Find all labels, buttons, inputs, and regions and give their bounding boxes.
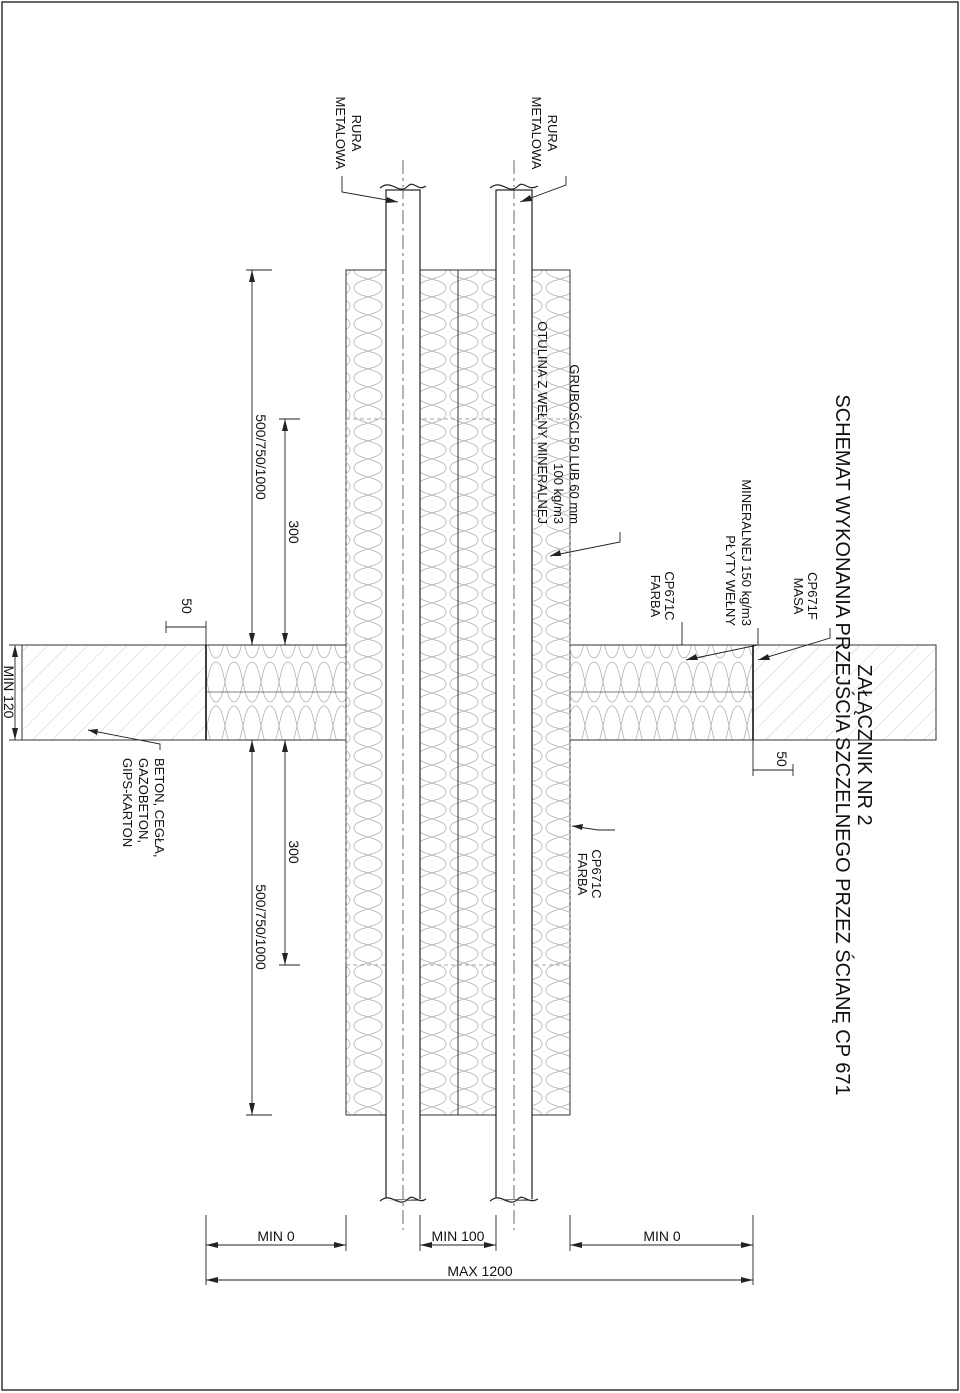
dim-board-right-text: 50 — [774, 751, 790, 767]
label-pipe-right — [529, 97, 560, 170]
boards-label-2: MINERALNEJ 150 kg/m3 — [739, 479, 754, 626]
dim-gap-middle-text: MIN 100 — [431, 1228, 485, 1244]
paint-bottom-label-2: CP671C — [589, 849, 604, 899]
paint-bottom-label-1: FARBA — [575, 852, 590, 896]
paint-top-label-2: CP671C — [662, 571, 677, 621]
pipe-left-label-1: RURA — [349, 114, 364, 152]
lagging-left-outer — [346, 270, 386, 1115]
dim-len-bottom — [253, 884, 269, 970]
mastic-label-2: CP671F — [805, 572, 820, 620]
dim-wall-thickness-text: MIN 120 — [1, 665, 17, 719]
label-paint-top — [648, 571, 677, 620]
dim-wall-thickness — [1, 666, 17, 719]
title-line-1: ZAŁĄCZNIK NR 2 — [853, 664, 875, 826]
dim-len-top — [253, 414, 269, 500]
pipe-right-label-2: METALOWA — [529, 96, 544, 170]
dim-board-right — [774, 751, 790, 767]
label-paint-bottom — [575, 849, 604, 898]
lagging-label-2: 100 kg/m3 — [551, 463, 566, 524]
mastic-label-1: MASA — [791, 577, 806, 615]
dim-len-bottom-text: 500/750/1000 — [253, 884, 269, 970]
dim-paint-bottom-text: 300 — [286, 840, 302, 864]
pipe-right-label-1: RURA — [545, 114, 560, 152]
dim-paint-top — [286, 520, 302, 544]
dim-gap-right-text: MIN 0 — [643, 1228, 681, 1244]
dim-len-top-text: 500/750/1000 — [253, 414, 269, 500]
wall-label-2: GAZOBETON, — [136, 758, 151, 843]
board-left — [206, 645, 346, 740]
lagging-left-inner — [420, 270, 458, 1115]
dim-board-left — [179, 598, 195, 614]
lagging-label-3: GRUBOŚCI 50 LUB 60 mm — [567, 364, 582, 524]
paint-top-label-1: FARBA — [648, 574, 663, 618]
lagging-right-inner — [458, 270, 496, 1115]
pipe-left-label-2: METALOWA — [333, 96, 348, 170]
wall-label-1: BETON, CEGŁA, — [152, 758, 167, 858]
label-wall — [120, 758, 167, 857]
lagging-label-1: OTULINA Z WEŁNY MINERALNEJ — [535, 321, 550, 524]
title-block — [831, 394, 875, 1095]
wall-label-3: GIPS-KARTON — [120, 758, 135, 848]
title-line-2: SCHEMAT WYKONANIA PRZEJŚCIA SZCZELNEGO PRZEZ ŚCIANĘ CP 671 — [831, 394, 853, 1096]
boards-label-1: PŁYTY WEŁNY — [723, 535, 738, 626]
label-mastic — [791, 572, 820, 620]
wall-left — [22, 645, 206, 740]
label-boards — [723, 479, 754, 626]
dim-total-max-text: MAX 1200 — [447, 1263, 513, 1279]
dim-paint-top-text: 300 — [286, 520, 302, 544]
dim-gap-left-text: MIN 0 — [257, 1228, 295, 1244]
dim-paint-bottom — [286, 840, 302, 864]
board-right — [570, 645, 753, 740]
label-pipe-left — [333, 97, 364, 170]
dim-board-left-text: 50 — [179, 598, 195, 614]
